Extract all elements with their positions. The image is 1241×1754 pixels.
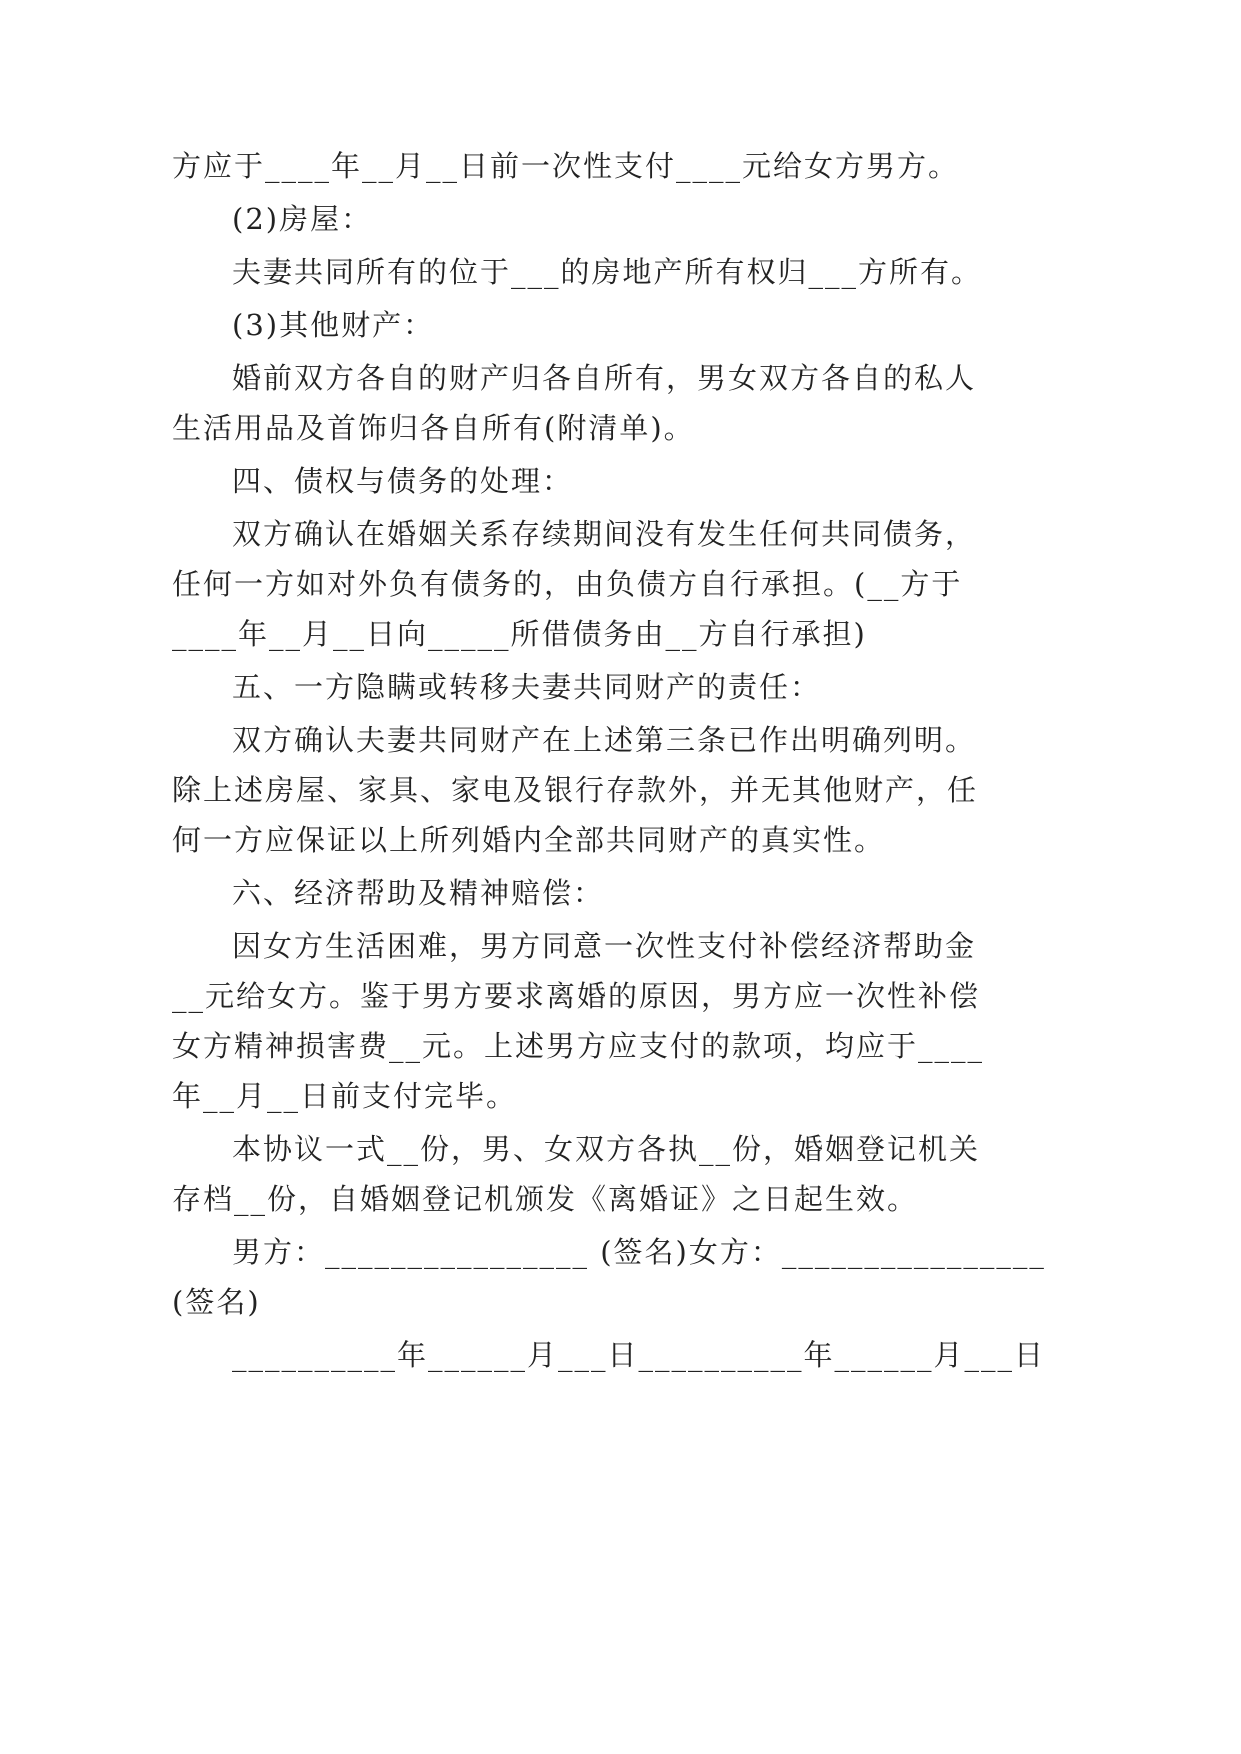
section-heading: 五、一方隐瞒或转移夫妻共同财产的责任： bbox=[232, 670, 822, 704]
paragraph-line: 双方确认在婚姻关系存续期间没有发生任何共同债务， bbox=[232, 517, 977, 551]
paragraph-line: 女方精神损害费__元。上述男方应支付的款项，均应于____ bbox=[172, 1029, 985, 1063]
paragraph-line: __元给女方。鉴于男方要求离婚的原因，男方应一次性补偿 bbox=[172, 979, 981, 1013]
paragraph-line: 存档__份，自婚姻登记机颁发《离婚证》之日起生效。 bbox=[172, 1182, 919, 1216]
date-line: __________年______月___日__________年______月___日 bbox=[232, 1338, 1046, 1372]
section-heading: 六、经济帮助及精神赔偿： bbox=[232, 876, 605, 910]
section-heading: (2)房屋： bbox=[232, 202, 373, 236]
paragraph-line: 任何一方如对外负有债务的，由负债方自行承担。(__方于 bbox=[172, 567, 963, 601]
paragraph-line: 本协议一式__份，男、女双方各执__份，婚姻登记机关 bbox=[232, 1132, 981, 1166]
paragraph-line: 何一方应保证以上所列婚内全部共同财产的真实性。 bbox=[172, 823, 886, 857]
paragraph-line: 双方确认夫妻共同财产在上述第三条已作出明确列明。 bbox=[232, 723, 977, 757]
paragraph-line: 方应于____年__月__日前一次性支付____元给女方男方。 bbox=[172, 149, 960, 183]
paragraph-line: 因女方生活困难，男方同意一次性支付补偿经济帮助金 bbox=[232, 929, 977, 963]
paragraph-line: 婚前双方各自的财产归各自所有，男女双方各自的私人 bbox=[232, 361, 977, 395]
signature-line: (签名) bbox=[172, 1285, 261, 1319]
paragraph-line: ____年__月__日向_____所借债务由__方自行承担) bbox=[172, 617, 867, 651]
paragraph-line: 生活用品及首饰归各自所有(附清单)。 bbox=[172, 411, 695, 445]
signature-line: 男方：________________ (签名)女方：________________ bbox=[232, 1235, 1046, 1269]
paragraph-line: 夫妻共同所有的位于___的房地产所有权归___方所有。 bbox=[232, 255, 983, 289]
section-heading: 四、债权与债务的处理： bbox=[232, 464, 574, 498]
paragraph-line: 除上述房屋、家具、家电及银行存款外，并无其他财产，任 bbox=[172, 773, 979, 807]
paragraph-line: 年__月__日前支付完毕。 bbox=[172, 1079, 518, 1113]
section-heading: (3)其他财产： bbox=[232, 308, 435, 342]
